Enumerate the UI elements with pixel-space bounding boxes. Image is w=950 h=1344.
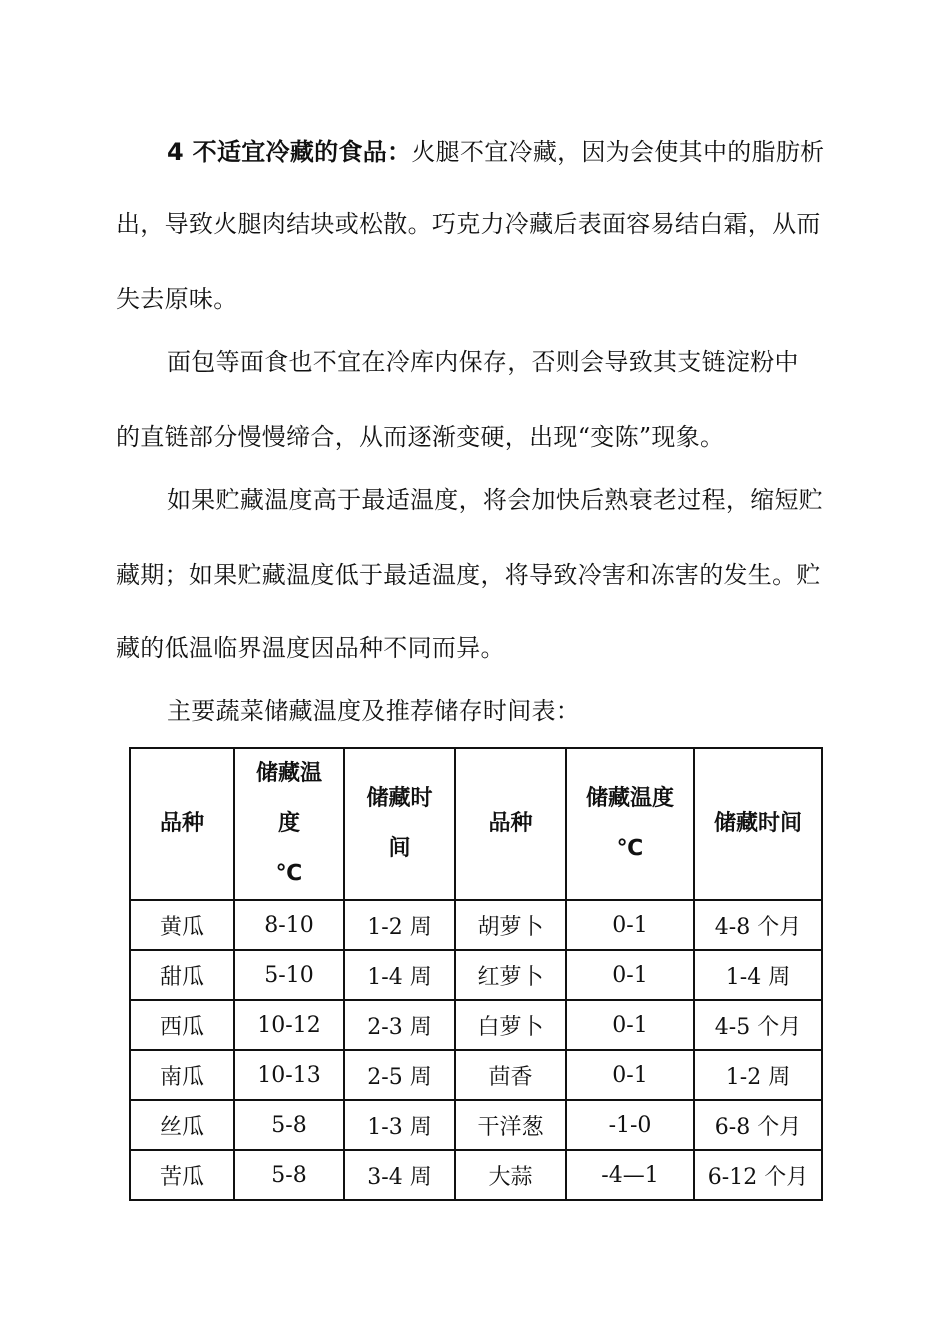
table-header-row — [130, 748, 822, 900]
table-cell: 8-10 — [234, 900, 344, 950]
paragraph-line: 藏的低温临界温度因品种不同而异。 — [116, 634, 505, 662]
table-cell: 6-12 个月 — [694, 1150, 822, 1200]
table-cell: -1-0 — [566, 1100, 694, 1150]
table-cell: 南瓜 — [130, 1050, 234, 1100]
table-cell: 3-4 周 — [344, 1150, 455, 1200]
paragraph-text: 火腿不宜冷藏，因为会使其中的脂肪析 — [411, 138, 825, 166]
table-cell: 2-3 周 — [344, 1000, 455, 1050]
table-cell: 2-5 周 — [344, 1050, 455, 1100]
table-row — [130, 1000, 822, 1050]
table-cell: 白萝卜 — [455, 1000, 566, 1050]
paragraph-line: 面包等面食也不宜在冷库内保存，否则会导致其支链淀粉中 — [167, 348, 799, 376]
table-cell: 0-1 — [566, 1000, 694, 1050]
table-cell: 1-4 周 — [344, 950, 455, 1000]
section-heading: 4 不适宜冷藏的食品： — [167, 138, 412, 166]
table-cell: 大蒜 — [455, 1150, 566, 1200]
paragraph-line: 如果贮藏温度高于最适温度，将会加快后熟衰老过程，缩短贮 — [167, 486, 824, 514]
paragraph-line: 失去原味。 — [116, 285, 238, 313]
table-cell: 西瓜 — [130, 1000, 234, 1050]
header-storage-time: 储藏时 间 — [344, 748, 455, 900]
table-cell: 干洋葱 — [455, 1100, 566, 1150]
table-cell: -4—1 — [566, 1150, 694, 1200]
table-row — [130, 1100, 822, 1150]
table-cell: 4-8 个月 — [694, 900, 822, 950]
table-cell: 1-4 周 — [694, 950, 822, 1000]
table-cell: 苦瓜 — [130, 1150, 234, 1200]
table-cell: 茴香 — [455, 1050, 566, 1100]
table-cell: 0-1 — [566, 900, 694, 950]
table-cell: 1-2 周 — [694, 1050, 822, 1100]
table-cell: 0-1 — [566, 1050, 694, 1100]
table-cell: 胡萝卜 — [455, 900, 566, 950]
table-cell: 5-10 — [234, 950, 344, 1000]
table-cell: 5-8 — [234, 1150, 344, 1200]
table-cell: 丝瓜 — [130, 1100, 234, 1150]
paragraph-line — [167, 137, 824, 167]
table-cell: 甜瓜 — [130, 950, 234, 1000]
table-row — [130, 950, 822, 1000]
header-variety: 品种 — [130, 748, 234, 900]
table-cell: 红萝卜 — [455, 950, 566, 1000]
table-row — [130, 900, 822, 950]
paragraph-line: 的直链部分慢慢缔合，从而逐渐变硬，出现“变陈”现象。 — [116, 423, 725, 451]
table-cell: 黄瓜 — [130, 900, 234, 950]
table-cell: 10-13 — [234, 1050, 344, 1100]
header-variety: 品种 — [455, 748, 566, 900]
table-cell: 0-1 — [566, 950, 694, 1000]
header-storage-temp: 储藏温度 ℃ — [566, 748, 694, 900]
table-caption: 主要蔬菜储藏温度及推荐储存时间表： — [167, 697, 581, 725]
table-cell: 5-8 — [234, 1100, 344, 1150]
table-cell: 1-3 周 — [344, 1100, 455, 1150]
paragraph-line: 出，导致火腿肉结块或松散。巧克力冷藏后表面容易结白霜，从而 — [116, 210, 821, 238]
header-storage-time: 储藏时间 — [694, 748, 822, 900]
paragraph-line: 藏期；如果贮藏温度低于最适温度，将导致冷害和冻害的发生。贮 — [116, 561, 821, 589]
table-cell: 6-8 个月 — [694, 1100, 822, 1150]
table-row — [130, 1150, 822, 1200]
storage-table — [129, 747, 823, 1201]
header-storage-temp: 储藏温 度 ℃ — [234, 748, 344, 900]
table-cell: 4-5 个月 — [694, 1000, 822, 1050]
table-cell: 1-2 周 — [344, 900, 455, 950]
table-cell: 10-12 — [234, 1000, 344, 1050]
table-row — [130, 1050, 822, 1100]
